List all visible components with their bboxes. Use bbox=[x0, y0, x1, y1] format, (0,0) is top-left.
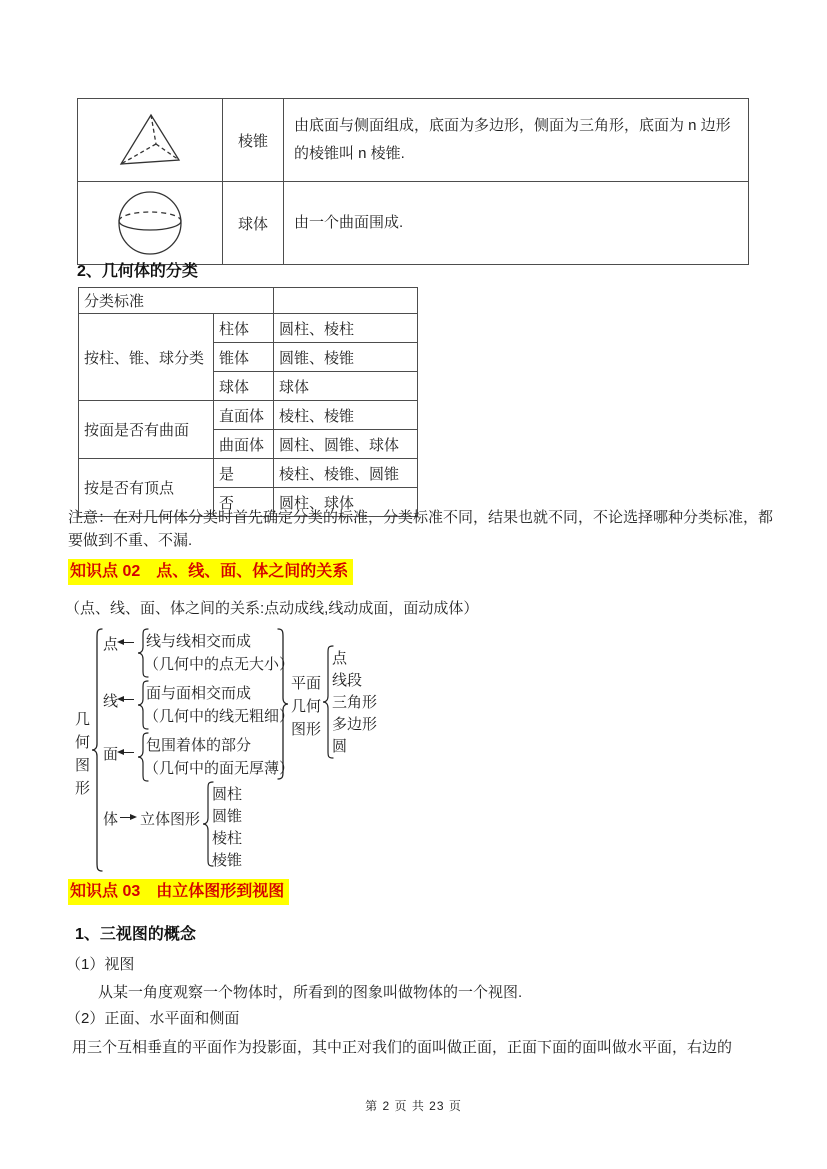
solid-name: 球体 bbox=[223, 182, 284, 265]
pyramid-icon bbox=[117, 112, 183, 168]
sub-type: 锥体 bbox=[214, 343, 274, 372]
sub-type: 曲面体 bbox=[214, 430, 274, 459]
diagram-root-label: 几何图形 bbox=[75, 711, 91, 797]
group-label: 按是否有顶点 bbox=[79, 459, 214, 517]
sub-type: 否 bbox=[214, 488, 274, 517]
knowledge-point-03-heading: 知识点 03 由立体图形到视图 bbox=[68, 879, 289, 905]
solids-table bbox=[77, 98, 749, 265]
plane-figures-label bbox=[291, 672, 321, 741]
table-row bbox=[79, 401, 418, 430]
item-1-text: 从某一角度观察一个物体时，所看到的图象叫做物体的一个视图. bbox=[98, 984, 523, 1001]
examples: 棱柱、棱锥、圆锥 bbox=[274, 459, 418, 488]
examples: 圆锥、棱锥 bbox=[274, 343, 418, 372]
examples: 球体 bbox=[274, 372, 418, 401]
table-row bbox=[79, 314, 418, 343]
plane-item: 线段 bbox=[332, 672, 363, 689]
diagram-text: 包围着体的部分 bbox=[146, 737, 252, 754]
diagram-text: （几何中的面无厚薄） bbox=[144, 760, 295, 777]
table-row bbox=[79, 288, 418, 314]
examples: 圆柱、球体 bbox=[274, 488, 418, 517]
item-2-text: 用三个互相垂直的平面作为投影面，其中正对我们的面叫做正面，正面下面的面叫做水平面，右边的 bbox=[72, 1039, 733, 1056]
section-title: 1、三视图的概念 bbox=[75, 926, 196, 943]
plane-item: 圆 bbox=[332, 738, 348, 755]
diagram-text: （几何中的线无粗细） bbox=[144, 708, 295, 725]
classification-table bbox=[78, 287, 418, 517]
diagram-label-line: 线 bbox=[103, 693, 119, 710]
item-2-title: （2）正面、水平面和侧面 bbox=[66, 1010, 240, 1027]
diagram-text: （几何中的点无大小） bbox=[144, 656, 295, 673]
examples: 棱柱、棱锥 bbox=[274, 401, 418, 430]
plane-item: 多边形 bbox=[332, 716, 378, 733]
table-row bbox=[79, 459, 418, 488]
sphere-icon bbox=[116, 189, 184, 257]
solid-figures-label: 立体图形 bbox=[140, 811, 201, 828]
right-arrow-icon bbox=[120, 817, 135, 818]
solid-desc: 由底面与侧面组成，底面为多边形，侧面为三角形，底面为 n 边形的棱锥叫 n 棱锥. bbox=[284, 99, 749, 182]
relation-subtitle: （点、线、面、体之间的关系:点动成线,线动成面，面动成体） bbox=[65, 600, 479, 617]
group-label: 按面是否有曲面 bbox=[79, 401, 214, 459]
big-left-brace bbox=[90, 628, 104, 872]
plane-item: 三角形 bbox=[332, 694, 378, 711]
sub-type: 是 bbox=[214, 459, 274, 488]
sub-type: 柱体 bbox=[214, 314, 274, 343]
pyramid-cell bbox=[78, 99, 223, 182]
plane-item: 点 bbox=[332, 650, 348, 667]
note-paragraph: 注意：在对几何体分类时首先确定分类的标准，分类标准不同，结果也就不同，不论选择哪种分类标准，都要做到不重、不漏. bbox=[68, 509, 774, 549]
solid-item: 棱锥 bbox=[212, 852, 243, 869]
plane-label-line: 几何 bbox=[291, 698, 322, 715]
solid-item: 棱柱 bbox=[212, 830, 243, 847]
diagram-label-solid: 体 bbox=[103, 811, 119, 828]
diagram-label-dot: 点 bbox=[103, 636, 119, 653]
empty-cell bbox=[274, 288, 418, 314]
group-label: 按柱、锥、球分类 bbox=[79, 314, 214, 401]
concept-diagram bbox=[70, 628, 400, 878]
sub-type: 球体 bbox=[214, 372, 274, 401]
big-right-brace bbox=[276, 628, 290, 780]
page-number-footer: 第 2 页 共 23 页 bbox=[365, 1099, 462, 1113]
solid-item: 圆锥 bbox=[212, 808, 243, 825]
sub-type: 直面体 bbox=[214, 401, 274, 430]
left-arrow-icon bbox=[119, 699, 134, 700]
solid-name: 棱锥 bbox=[223, 99, 284, 182]
knowledge-point-02-heading: 知识点 02 点、线、面、体之间的关系 bbox=[68, 559, 353, 585]
table-row bbox=[78, 99, 749, 182]
classification-header: 分类标准 bbox=[79, 288, 274, 314]
examples: 圆柱、棱柱 bbox=[274, 314, 418, 343]
table-row bbox=[78, 182, 749, 265]
solid-item: 圆柱 bbox=[212, 786, 243, 803]
item-1-title: （1）视图 bbox=[66, 956, 135, 973]
diagram-label-face: 面 bbox=[103, 746, 119, 763]
diagram-text: 线与线相交而成 bbox=[146, 633, 252, 650]
examples: 圆柱、圆锥、球体 bbox=[274, 430, 418, 459]
plane-label-line: 图形 bbox=[291, 721, 322, 738]
classification-title: 2、几何体的分类 bbox=[77, 263, 198, 280]
left-arrow-icon bbox=[119, 642, 134, 643]
plane-label-line: 平面 bbox=[291, 675, 322, 692]
diagram-text: 面与面相交而成 bbox=[146, 685, 252, 702]
left-arrow-icon bbox=[119, 752, 134, 753]
solid-desc: 由一个曲面围成. bbox=[284, 182, 749, 265]
sphere-cell bbox=[78, 182, 223, 265]
